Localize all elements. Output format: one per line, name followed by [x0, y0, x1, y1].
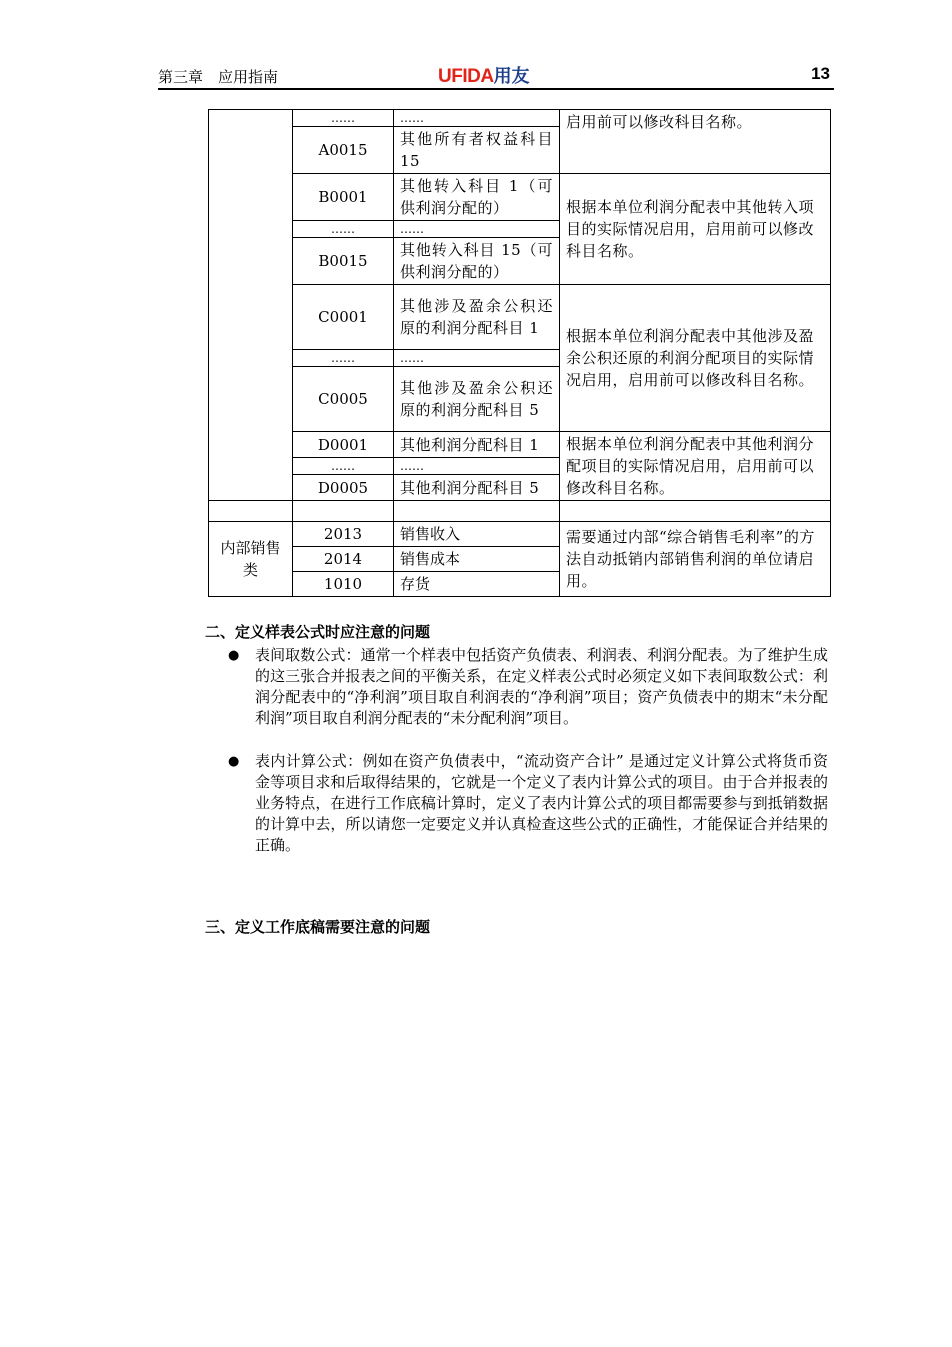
name-cell: …… — [394, 110, 560, 127]
section-3-heading: 三、定义工作底稿需要注意的问题 — [205, 918, 431, 936]
empty-cell — [293, 501, 394, 522]
name-cell: 其他利润分配科目 5 — [394, 475, 560, 501]
bullet-dot-icon: ● — [228, 648, 240, 663]
note-cell: 启用前可以修改科目名称。 — [560, 110, 831, 174]
section-2-heading: 二、定义样表公式时应注意的问题 — [205, 623, 431, 641]
name-cell: 其他所有者权益科目 15 — [394, 127, 560, 174]
page-header — [158, 62, 834, 90]
ufida-logo — [438, 62, 530, 88]
name-cell: 其他涉及盈余公积还原的利润分配科目 1 — [394, 285, 560, 350]
code-cell: B0015 — [293, 238, 394, 285]
name-cell: 销售收入 — [394, 522, 560, 547]
note-cell: 需要通过内部“综合销售毛利率”的方法自动抵销内部销售利润的单位请启用。 — [560, 522, 831, 597]
table-row — [209, 432, 831, 458]
code-cell: …… — [293, 350, 394, 367]
chapter-title: 第三章 应用指南 — [158, 68, 279, 86]
name-cell: 存货 — [394, 572, 560, 597]
note-cell: 根据本单位利润分配表中其他利润分配项目的实际情况启用，启用前可以修改科目名称。 — [560, 432, 831, 501]
name-cell: 其他涉及盈余公积还原的利润分配科目 5 — [394, 367, 560, 432]
code-cell: …… — [293, 110, 394, 127]
name-cell: 销售成本 — [394, 547, 560, 572]
code-cell: C0001 — [293, 285, 394, 350]
code-cell: D0001 — [293, 432, 394, 458]
name-cell: 其他转入科目 1（可供利润分配的） — [394, 174, 560, 221]
name-cell: …… — [394, 350, 560, 367]
page-number: 13 — [811, 64, 830, 83]
bullet-item — [228, 645, 828, 729]
bullet-item — [228, 751, 828, 856]
name-cell: …… — [394, 221, 560, 238]
code-cell: …… — [293, 458, 394, 475]
name-cell: 其他利润分配科目 1 — [394, 432, 560, 458]
logo-cn: 用友 — [493, 66, 530, 86]
bullet-text: 表内计算公式：例如在资产负债表中，“流动资产合计” 是通过定义计算公式将货币资金等项目求和后取得结果的，它就是一个定义了表内计算公式的项目。由于合并报表的业务特点，在进行工作底稿计算时，定义了表内计算公式的项目都需要参与到抵销数据的计算中去，所以请您一定要定义并认真检查这些公式的正确性，才能保证合并结果的正确。 — [255, 752, 828, 854]
category-cell: 内部销售类 — [209, 522, 293, 597]
table-row — [209, 285, 831, 350]
bullet-text: 表间取数公式：通常一个样表中包括资产负债表、利润表、利润分配表。为了维护生成的这三张合并报表之间的平衡关系，在定义样表公式时必须定义如下表间取数公式：利润分配表中的“净利润”项目取自利润表的“净利润”项目；资产负债表中的期末“未分配利润”项目取自利润分配表的“未分配利润”项目。 — [255, 646, 828, 727]
empty-cell — [394, 501, 560, 522]
note-cell: 根据本单位利润分配表中其他涉及盈余公积还原的利润分配项目的实际情况启用，启用前可以修改科目名称。 — [560, 285, 831, 432]
empty-cell — [209, 501, 293, 522]
table-row — [209, 522, 831, 547]
account-table — [208, 109, 831, 597]
logo-brand: UFIDA — [438, 66, 494, 87]
code-cell: 2013 — [293, 522, 394, 547]
bullet-dot-icon: ● — [228, 754, 240, 769]
code-cell: A0015 — [293, 127, 394, 174]
code-cell: …… — [293, 221, 394, 238]
name-cell: 其他转入科目 15（可供利润分配的） — [394, 238, 560, 285]
note-cell: 根据本单位利润分配表中其他转入项目的实际情况启用，启用前可以修改科目名称。 — [560, 174, 831, 285]
code-cell: C0005 — [293, 367, 394, 432]
table-row — [209, 174, 831, 221]
empty-cell — [560, 501, 831, 522]
code-cell: B0001 — [293, 174, 394, 221]
table-row-empty — [209, 501, 831, 522]
table-row — [209, 110, 831, 127]
code-cell: D0005 — [293, 475, 394, 501]
category-cell-empty — [209, 110, 293, 501]
name-cell: …… — [394, 458, 560, 475]
code-cell: 1010 — [293, 572, 394, 597]
code-cell: 2014 — [293, 547, 394, 572]
